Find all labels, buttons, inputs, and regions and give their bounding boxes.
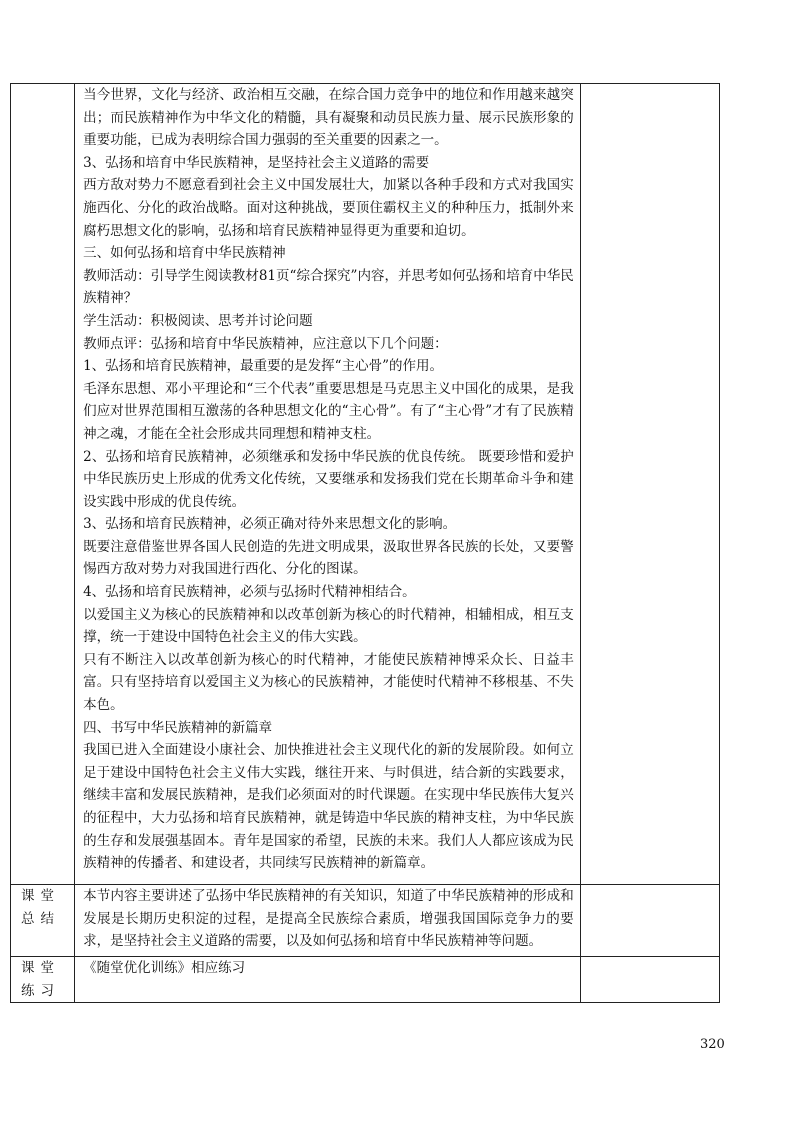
summary-notes-cell: [580, 885, 719, 957]
subheading: 3、弘扬和培育中华民族精神，是坚持社会主义道路的需要: [83, 154, 430, 171]
section-heading: 四、书写中华民族精神的新篇章: [83, 719, 273, 736]
paragraph: 以爱国主义为核心的民族精神和以改革创新为核心的时代精神，相辅相成，相互支撑，统一于建设中国特色社会主义的伟大实践。: [83, 606, 574, 646]
paragraph: 2、弘扬和培育民族精神，必须继承和发扬中华民族的优良传统。 既要珍惜和爱护中华民族历史上形成的优秀文化传统，又要继承和发扬我们党在长期革命斗争和建设实践中形成的优良传统。: [83, 448, 574, 510]
subheading: 1、弘扬和培育民族精神，最重要的是发挥“主心骨”的作用。: [83, 358, 443, 375]
main-content-cell: [75, 84, 581, 885]
practice-label: 课堂练习: [21, 960, 60, 999]
paragraph: 西方敌对势力不愿意看到社会主义中国发展壮大，加紧以各种手段和方式对我国实施西化、分化的政治战略。面对这种挑战，要顶住霸权主义的种种压力，抵制外来腐朽思想文化的影响，弘扬和培育民族精神显得更为重要和迫切。: [83, 177, 574, 239]
summary-label: 课堂总结: [21, 888, 60, 927]
teacher-comment: 教师点评：弘扬和培育中华民族精神，应注意以下几个问题：: [83, 335, 448, 352]
paragraph: 既要注意借鉴世界各国人民创造的先进文明成果，汲取世界各民族的长处，又要警惕西方敌对势力对我国进行西化、分化的图谋。: [83, 538, 574, 578]
practice-content-cell: [75, 957, 581, 1003]
paragraph: 我国已进入全面建设小康社会、加快推进社会主义现代化的新的发展阶段。如何立足于建设中国特色社会主义伟大实践，继往开来、与时俱进，结合新的实践要求，继续丰富和发展民族精神，是我们必须面对的时代课题。在实现中华民族伟大复兴的征程中，大力弘扬和培育民族精神，就是铸造中华民族的精神支柱，为中华民族的生存和发展强基固本。青年是国家的希望，民族的未来。我们人人都应该成为民族精神的传播者、和建设者，共同续写民族精神的新篇章。: [83, 742, 574, 872]
practice-notes-cell: [580, 957, 719, 1003]
main-notes-cell: [580, 84, 719, 885]
summary-label-cell: [11, 885, 75, 957]
summary-text: 本节内容主要讲述了弘扬中华民族精神的有关知识，知道了中华民族精神的形成和发展是长期历史积淀的过程，是提高全民族综合素质，增强我国国际竞争力的要求，是坚持社会主义道路的需要，以及如何弘扬和培育中华民族精神等问题。: [83, 888, 574, 950]
subheading: 3、弘扬和培育民族精神，必须正确对待外来思想文化的影响。: [83, 516, 457, 533]
summary-row: [11, 885, 720, 957]
practice-row: [11, 957, 720, 1003]
page-number: 320: [700, 1037, 725, 1052]
main-content-row: [11, 84, 720, 885]
practice-text: 《随堂优化训练》相应练习: [83, 960, 246, 976]
paragraph: 毛泽东思想、邓小平理论和“三个代表”重要思想是马克思主义中国化的成果，是我们应对世界范围相互激荡的各种思想文化的“主心骨”。有了“主心骨”才有了民族精神之魂，才能在全社会形成共同理想和精神支柱。: [83, 380, 574, 442]
paragraph: 只有不断注入以改革创新为核心的时代精神，才能使民族精神博采众长、日益丰富。只有坚持培育以爱国主义为核心的民族精神，才能使时代精神不移根基、不失本色。: [83, 651, 574, 714]
paragraph: 当今世界，文化与经济、政治相互交融，在综合国力竞争中的地位和作用越来越突出；而民族精神作为中华文化的精髓，具有凝聚和动员民族力量、展示民族形象的重要功能，已成为表明综合国力强弱的至关重要的因素之一。: [83, 87, 574, 149]
teacher-activity: 教师活动：引导学生阅读教材81页“综合探究”内容，并思考如何弘扬和培育中华民族精神？: [83, 267, 574, 307]
main-label-cell: [11, 84, 75, 885]
summary-content-cell: [75, 885, 581, 957]
lesson-plan-table: [10, 83, 720, 1003]
subheading: 4、弘扬和培育民族精神，必须与弘扬时代精神相结合。: [83, 584, 416, 601]
practice-label-cell: [11, 957, 75, 1003]
student-activity: 学生活动：积极阅读、思考并讨论问题: [83, 312, 313, 329]
section-heading: 三、如何弘扬和培育中华民族精神: [83, 245, 286, 262]
